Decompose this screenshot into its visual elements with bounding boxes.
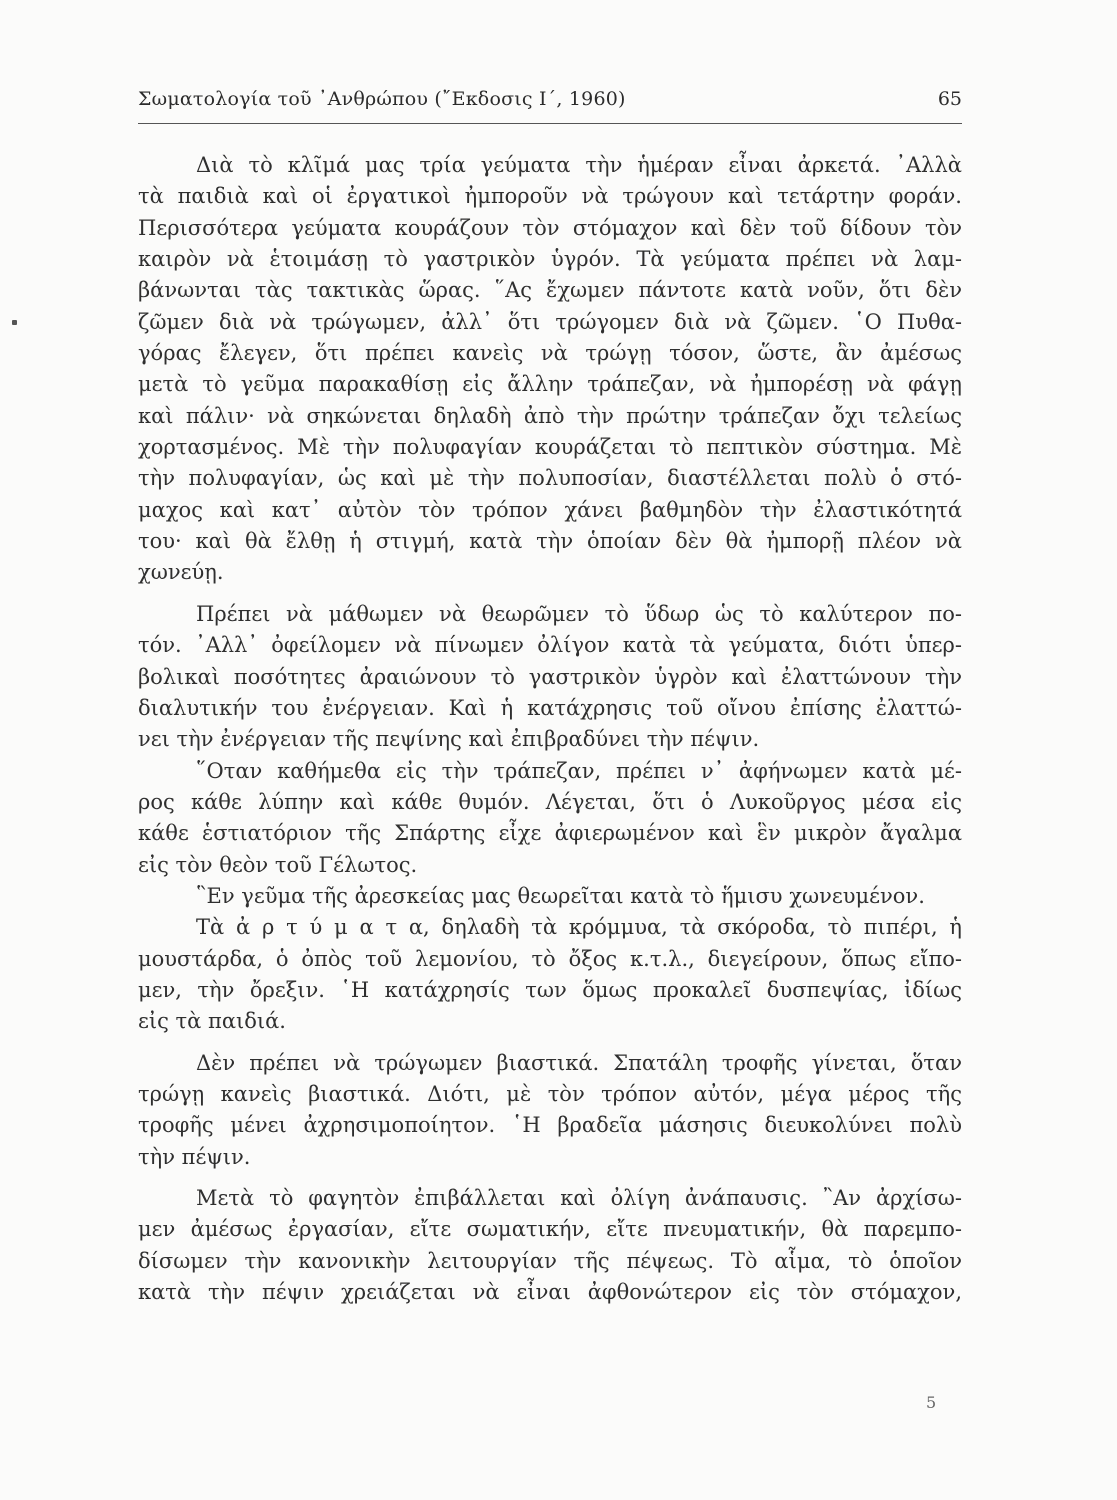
text-line: τρώγῃ κανεὶς βιαστικά. Διότι, μὲ τὸν τρόπον αὐτόν, μέγα μέρος τῆς <box>138 1081 962 1106</box>
text-line: ζῶμεν διὰ νὰ τρώγωμεν, ἀλλ᾿ ὅτι τρώγομεν διὰ νὰ ζῶμεν. ῾Ο Πυθα- <box>138 309 962 334</box>
header-rule <box>138 123 962 124</box>
running-header <box>138 88 962 118</box>
text-line: τροφῆς μένει ἀχρησιμοποίητον. ῾Η βραδεῖα μάσησις διευκολύνει πολὺ <box>138 1113 962 1138</box>
text-line: Διὰ τὸ κλῖμά μας τρία γεύματα τὴν ἡμέραν εἶναι ἀρκετά. ᾿Αλλὰ <box>196 153 962 177</box>
text-line: Μετὰ τὸ φαγητὸν ἐπιβάλλεται καὶ ὀλίγη ἀνάπαυσις. ῍Αν ἀρχίσω- <box>196 1186 962 1210</box>
text-line: χωνεύῃ. <box>138 560 224 585</box>
margin-mark <box>12 320 17 325</box>
text-line: γόρας ἔλεγεν, ὅτι πρέπει κανεὶς νὰ τρώγῃ τόσον, ὥστε, ἂν ἀμέσως <box>138 341 962 366</box>
text-line: Περισσότερα γεύματα κουράζουν τὸν στόμαχον καὶ δὲν τοῦ δίδουν τὸν <box>138 215 962 240</box>
text-line: τὰ παιδιὰ καὶ οἱ ἐργατικοὶ ἠμποροῦν νὰ τρώγουν καὶ τετάρτην φοράν. <box>138 184 962 209</box>
text-line: Δὲν πρέπει νὰ τρώγωμεν βιαστικά. Σπατάλη τροφῆς γίνεται, ὅταν <box>196 1050 962 1075</box>
signature-mark: 5 <box>926 1393 937 1412</box>
text-line: καιρὸν νὰ ἑτοιμάσῃ τὸ γαστρικὸν ὑγρόν. Τὰ γεύματα πρέπει νὰ λαμ- <box>138 247 962 272</box>
text-line: μεν, τὴν ὄρεξιν. ῾Η κατάχρησίς των ὅμως προκαλεῖ δυσπεψίας, ἰδίως <box>138 977 962 1002</box>
text-line: βολικαὶ ποσότητες ἀραιώνουν τὸ γαστρικὸν ὑγρὸν καὶ ἐλαττώνουν τὴν <box>138 664 962 689</box>
text-line: χορτασμένος. Μὲ τὴν πολυφαγίαν κουράζεται τὸ πεπτικὸν σύστημα. Μὲ <box>138 435 962 460</box>
text-line: εἰς τὰ παιδιά. <box>138 1009 286 1034</box>
text-line: ῝Εν γεῦμα τῆς ἀρεσκείας μας θεωρεῖται κατὰ τὸ ἥμισυ χωνευμένον. <box>196 883 925 908</box>
text-line: κατὰ τὴν πέψιν χρειάζεται νὰ εἶναι ἀφθονώτερον εἰς τὸν στόμαχον, <box>138 1280 962 1305</box>
text-line: ρος κάθε λύπην καὶ κάθε θυμόν. Λέγεται, ὅτι ὁ Λυκοῦργος μέσα εἰς <box>138 789 962 814</box>
text-line: τὴν πολυφαγίαν, ὡς καὶ μὲ τὴν πολυποσίαν, διαστέλλεται πολὺ ὁ στό- <box>138 466 962 491</box>
text-line: μεν ἀμέσως ἐργασίαν, εἴτε σωματικήν, εἴτε πνευματικήν, θὰ παρεμπο- <box>138 1217 962 1242</box>
text-line: διαλυτικήν του ἐνέργειαν. Καὶ ἡ κατάχρησις τοῦ οἴνου ἐπίσης ἐλαττώ- <box>138 695 962 720</box>
text-line: κάθε ἑστιατόριον τῆς Σπάρτης εἶχε ἀφιερωμένον καὶ ἓν μικρὸν ἄγαλμα <box>138 821 962 846</box>
text-line: δίσωμεν τὴν κανονικὴν λειτουργίαν τῆς πέψεως. Τὸ αἷμα, τὸ ὁποῖον <box>138 1248 962 1273</box>
text-line: μαχος καὶ κατ᾿ αὐτὸν τὸν τρόπον χάνει βαθμηδὸν τὴν ἐλαστικότητά <box>138 497 962 522</box>
text-line: εἰς τὸν θεὸν τοῦ Γέλωτος. <box>138 852 418 877</box>
text-line: τὴν πέψιν. <box>138 1144 251 1169</box>
text-line: τόν. ᾿Αλλ᾿ ὀφείλομεν νὰ πίνωμεν ὀλίγον κατὰ τὰ γεύματα, διότι ὑπερ- <box>138 633 962 658</box>
text-line: μουστάρδα, ὁ ὀπὸς τοῦ λεμονίου, τὸ ὄξος κ.τ.λ., διεγείρουν, ὅπως εἴπο- <box>138 946 962 971</box>
text-line: του· καὶ θὰ ἔλθῃ ἡ στιγμή, κατὰ τὴν ὁποίαν δὲν θὰ ἠμπορῇ πλέον νὰ <box>138 529 962 554</box>
text-line: Πρέπει νὰ μάθωμεν νὰ θεωρῶμεν τὸ ὕδωρ ὡς τὸ καλύτερον πο- <box>196 601 962 626</box>
text-line: ῞Οταν καθήμεθα εἰς τὴν τράπεζαν, πρέπει ν᾿ ἀφήνωμεν κατὰ μέ- <box>196 758 962 783</box>
body-text <box>138 150 962 1308</box>
page-number: 65 <box>937 88 962 110</box>
text-line: καὶ πάλιν· νὰ σηκώνεται δηλαδὴ ἀπὸ τὴν πρώτην τράπεζαν ὄχι τελείως <box>138 403 962 428</box>
text-line: βάνωνται τὰς τακτικὰς ὥρας. ῞Ας ἔχωμεν πάντοτε κατὰ νοῦν, ὅτι δὲν <box>138 278 962 303</box>
text-line: νει τὴν ἐνέργειαν τῆς πεψίνης καὶ ἐπιβραδύνει τὴν πέψιν. <box>138 727 760 752</box>
header-title: Σωματολογία τοῦ ᾿Ανθρώπου (῎Εκδοσις Ι΄, 1960) <box>138 88 626 110</box>
text-line: μετὰ τὸ γεῦμα παρακαθίσῃ εἰς ἄλλην τράπεζαν, νὰ ἠμπορέσῃ νὰ φάγῃ <box>138 372 962 397</box>
text-line: Τὰ ἀ ρ τ ύ μ α τ α, δηλαδὴ τὰ κρόμμυα, τὰ σκόροδα, τὸ πιπέρι, ἡ <box>196 915 962 940</box>
